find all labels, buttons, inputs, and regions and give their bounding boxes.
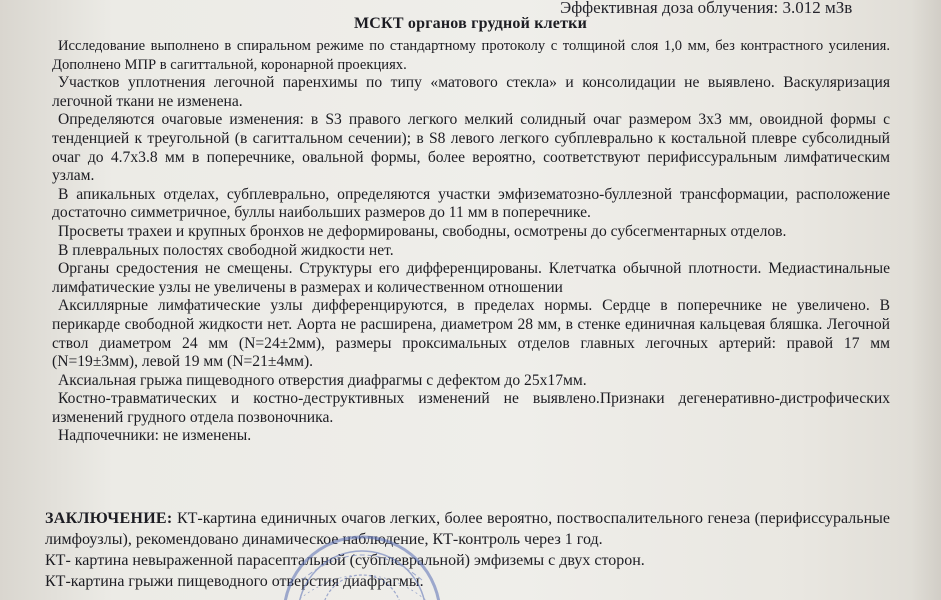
paragraph-trachea: Просветы трахеи и крупных бронхов не деформированы, свободны, осмотрены до субсегментарных отделов.: [58, 222, 787, 240]
paragraph-protocol: Исследование выполнено в спиральном режиме по стандартному протоколу с толщиной слоя 1,0 мм, без контрастного усиления. Дополнено МПР в сагиттальной, коронарной проекциях.: [52, 38, 890, 73]
paragraph-spine: Костно-травматических и костно-деструктивных изменений не выявлено.Признаки дегенеративно-дистрофических изменений грудного отдела позвоночника.: [52, 390, 890, 426]
paragraph-axillary-heart: Аксиллярные лимфатические узлы дифференцируются, в пределах нормы. Сердце в поперечнике не увеличено. В перикарде свободной жидкости нет. Аорта не расширена, диаметром 28 мм, в стенке единичная кальцевая бляшка. Легочной ствол диаметром 24 мм (N=24±2мм), размеры проксимальных отделов главных легочных артерий: правой 17 мм (N=19±3мм), левой 19 мм (N=21±4мм).: [52, 297, 890, 371]
paragraph-focal-changes: Определяются очаговые изменения: в S3 правого легкого мелкий солидный очаг размером 3х3 мм, овоидной формы с тенденцией к треугольной (в сагиттальном сечении); в S8 левого легкого субплеврально к костальной плевре субсолидный очаг до 4.7х3.8 мм в поперечнике, овальной формы, более вероятно, соответствуют перифиссуральным лимфатическим узлам.: [52, 111, 890, 185]
paragraph-hernia: Аксиальная грыжа пищеводного отверстия диафрагмы с дефектом до 25х17мм.: [58, 371, 587, 389]
paragraph-pleural: В плевральных полостях свободной жидкости нет.: [58, 241, 394, 259]
report-body: [52, 37, 890, 446]
conclusion-label: ЗАКЛЮЧЕНИЕ:: [45, 510, 173, 527]
conclusion-text-1: КТ-картина единичных очагов легких, более вероятно, поствоспалительного генеза (перифиссуральные лимфоузлы), рекомендовано динамическое наблюдение, КТ-контроль через 1 год.: [45, 510, 890, 548]
conclusion-line-1: [45, 508, 890, 550]
paragraph-apical: В апикальных отделах, субплеврально, определяются участки эмфизематозно-буллезной трансформации, расположение достаточно симметричное, буллы наибольших размеров до 11 мм в поперечнике.: [52, 185, 890, 222]
paragraph-parenchyma: Участков уплотнения легочной паренхимы по типу «матового стекла» и консолидации не выявлено. Васкуляризация легочной ткани не изменена.: [52, 74, 890, 110]
document-title: МСКТ органов грудной клетки: [353, 15, 588, 32]
conclusion-line-2: КТ- картина невыраженной парасептальной (субплевральной) эмфиземы с двух сторон.: [45, 552, 645, 569]
conclusion-line-3: КТ-картина грыжи пищеводного отверстия диафрагмы.: [45, 573, 424, 590]
page-edge-shadow: [911, 0, 941, 600]
paragraph-mediastinum: Органы средостения не смещены. Структуры его дифференцированы. Клетчатка обычной плотности. Медиастинальные лимфатические узлы не увеличены в размерах и количественном отношении: [52, 260, 890, 296]
paragraph-adrenals: Надпочечники: не изменены.: [58, 427, 252, 445]
conclusion-section: [45, 508, 890, 592]
effective-dose: Эффективная доза облучения: 3.012 мЗв: [560, 0, 853, 17]
